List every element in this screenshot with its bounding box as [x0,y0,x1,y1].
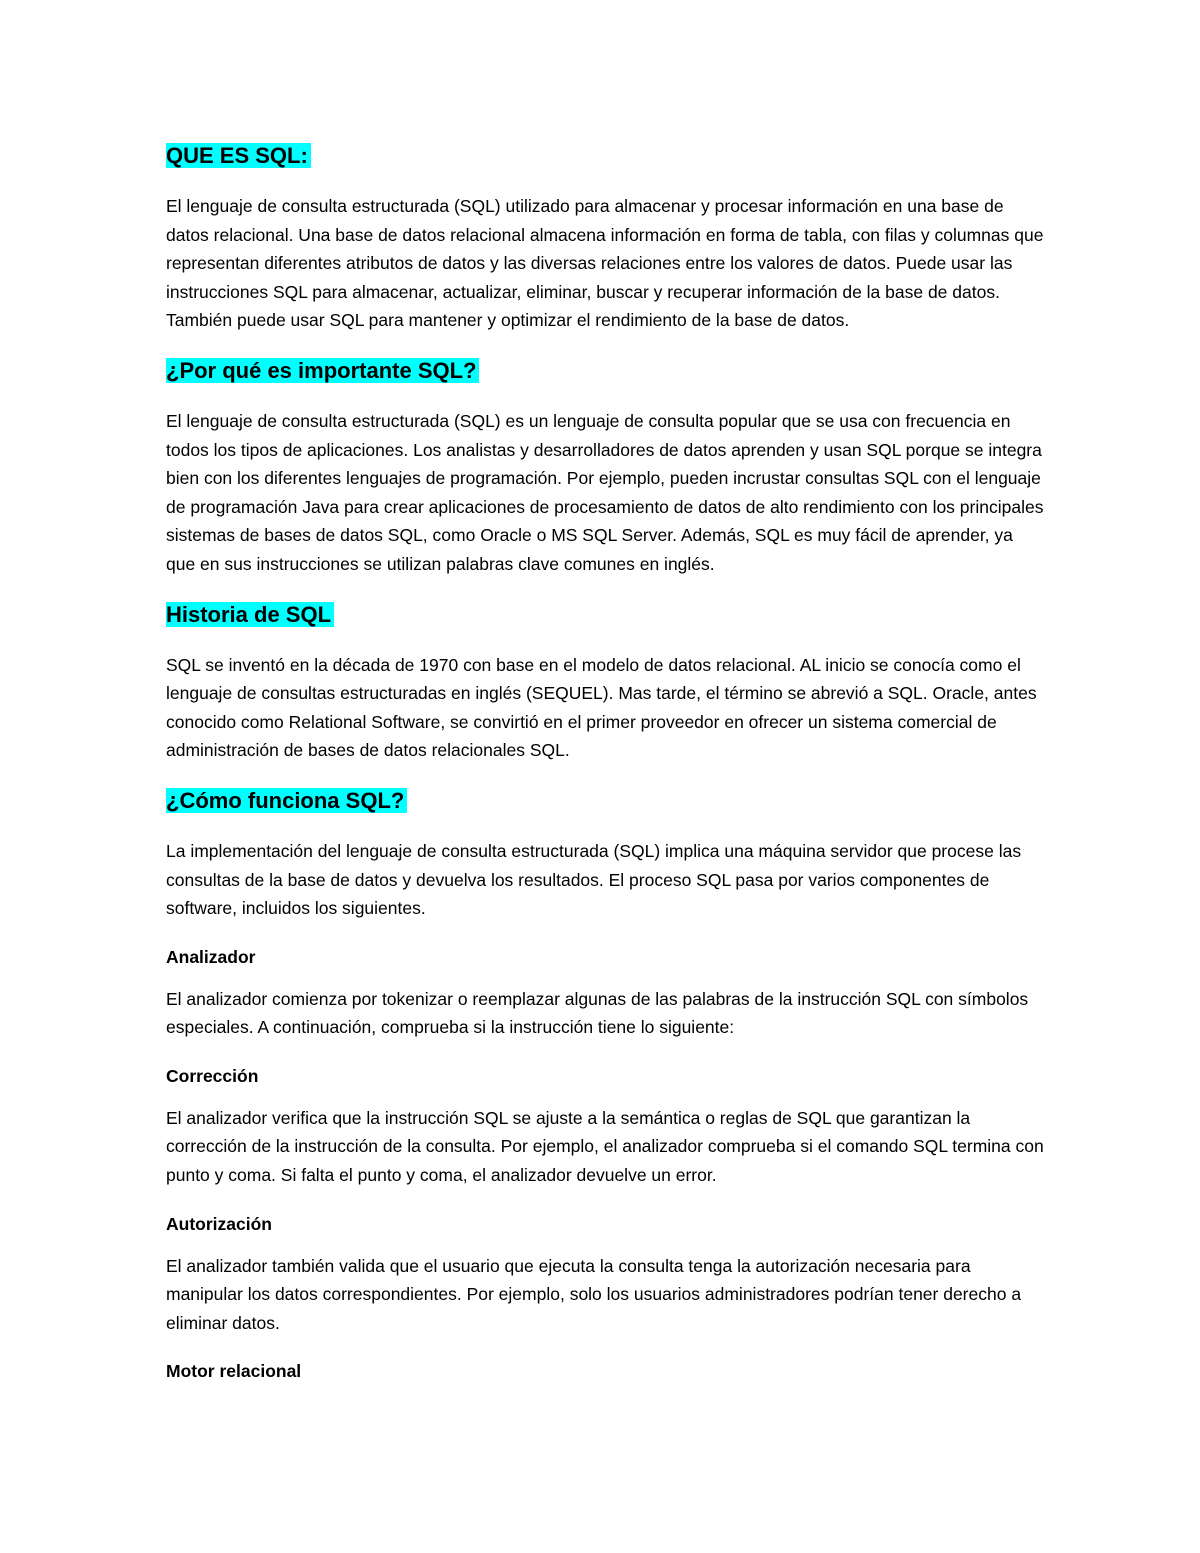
paragraph-por-que-importante: El lenguaje de consulta estructurada (SQL) es un lenguaje de consulta popular que se usa con frecuencia en todos los tipos de aplicaciones. Los analistas y desarrolladores de datos aprenden y usan SQL porque se integra bien con los diferentes lenguajes de programación. Por ejemplo, pueden incrustar consultas SQL con el lenguaje de programación Java para crear aplicaciones de procesamiento de datos de alto rendimiento con los principales sistemas de bases de datos SQL, como Oracle o MS SQL Server. Además, SQL es muy fácil de aprender, ya que en sus instrucciones se utilizan palabras clave comunes en inglés. [166,410,1044,574]
document-page [166,140,1046,1385]
subheading-analizador: Analizador [166,946,256,967]
heading-highlight: Historia de SQL [166,602,334,627]
heading-que-es-sql [166,140,1046,172]
heading-por-que-importante [166,355,1046,387]
subheading-autorizacion: Autorización [166,1213,272,1234]
paragraph-analizador: El analizador comienza por tokenizar o reemplazar algunas de las palabras de la instrucción SQL con símbolos especiales. A continuación, comprueba si la instrucción tiene lo siguiente: [166,988,1029,1038]
subheading-motor-relacional: Motor relacional [166,1361,302,1382]
heading-highlight: ¿Por qué es importante SQL? [166,358,479,383]
paragraph-historia: SQL se inventó en la década de 1970 con base en el modelo de datos relacional. AL inicio se conocía como el lenguaje de consultas estructuradas en inglés (SEQUEL). Mas tarde, el término se abrevió a SQL. Oracle, antes conocido como Relational Software, se convirtió en el primer proveedor en ofrecer un sistema comercial de administración de bases de datos relacionales SQL. [166,654,1037,761]
heading-highlight: QUE ES SQL: [166,143,311,168]
heading-historia [166,599,1046,631]
paragraph-como-funciona: La implementación del lenguaje de consulta estructurada (SQL) implica una máquina servidor que procese las consultas de la base de datos y devuelva los resultados. El proceso SQL pasa por varios componentes de software, incluidos los siguientes. [166,840,1022,919]
paragraph-autorizacion: El analizador también valida que el usuario que ejecuta la consulta tenga la autorización necesaria para manipular los datos correspondientes. Por ejemplo, solo los usuarios administradores podrían tener derecho a eliminar datos. [166,1255,1022,1333]
heading-como-funciona [166,785,1046,817]
heading-highlight: ¿Cómo funciona SQL? [166,788,407,813]
subheading-correccion: Corrección [166,1065,259,1086]
paragraph-correccion: El analizador verifica que la instrucción SQL se ajuste a la semántica o reglas de SQL que garantizan la corrección de la instrucción de la consulta. Por ejemplo, el analizador comprueba si el comando SQL termina con punto y coma. Si falta el punto y coma, el analizador devuelve un error. [166,1107,1044,1186]
paragraph-que-es-sql: El lenguaje de consulta estructurada (SQL) utilizado para almacenar y procesar información en una base de datos relacional. Una base de datos relacional almacena información en forma de tabla, con filas y columnas que representan diferentes atributos de datos y las diversas relaciones entre los valores de datos. Puede usar las instrucciones SQL para almacenar, actualizar, eliminar, buscar y recuperar información de la base de datos. También puede usar SQL para mantener y optimizar el rendimiento de la base de datos. [166,196,1044,331]
